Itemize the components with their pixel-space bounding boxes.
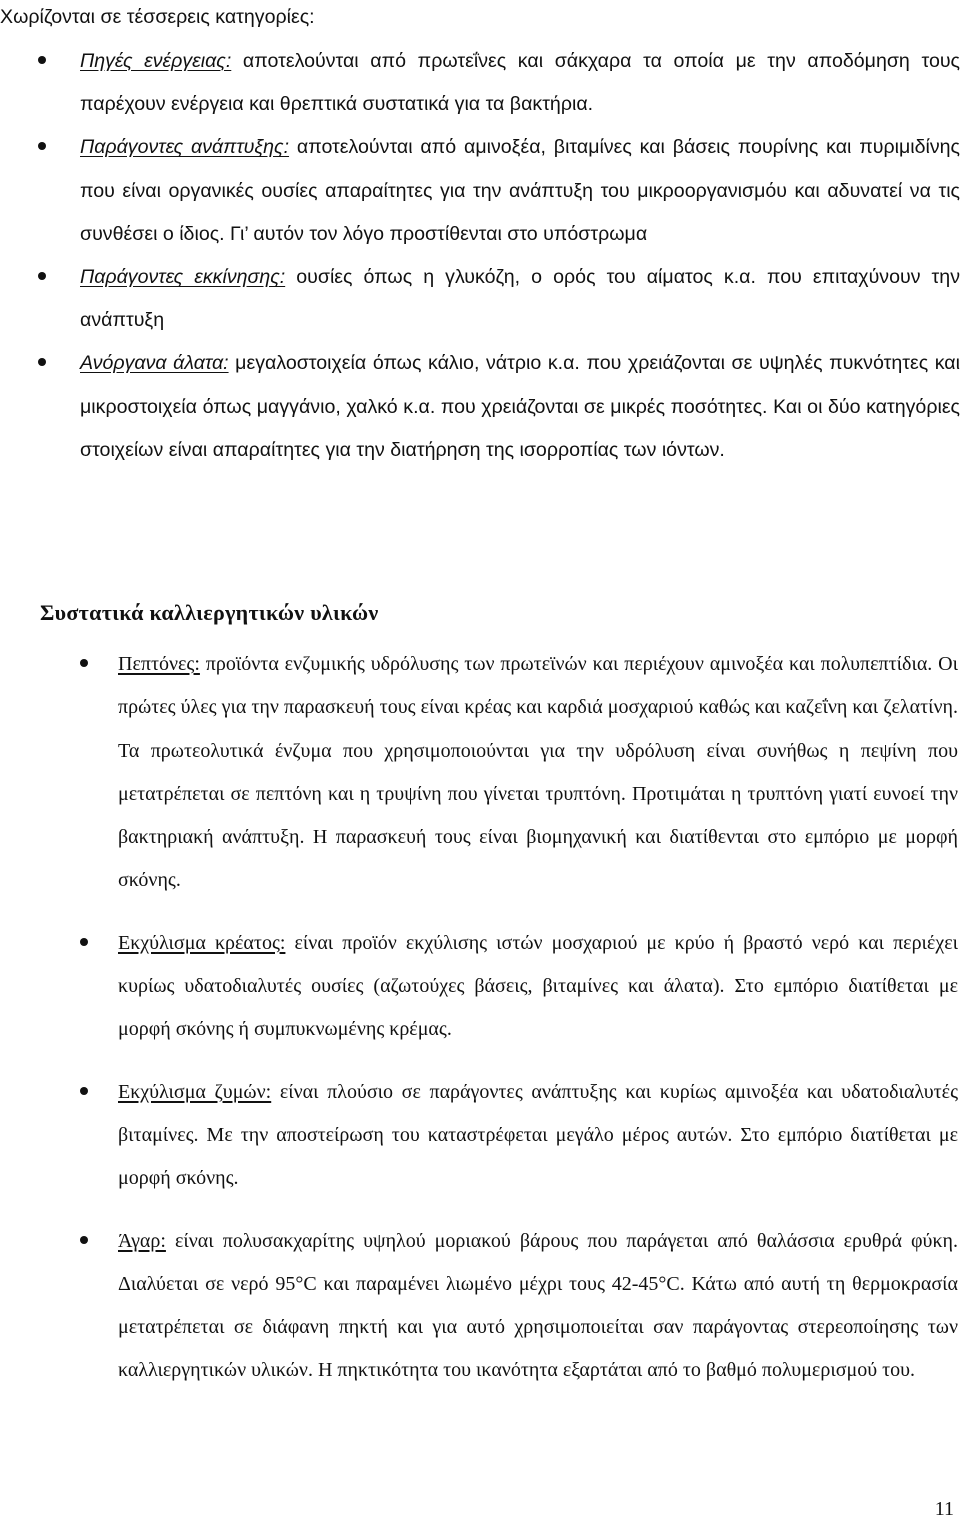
item-text: είναι πλούσιο σε παράγοντες ανάπτυξης και κυρίως αμινοξέα και υδατοδιαλυτές βιταμίνες. Με την αποστείρωση του καταστρέφεται μεγάλο μέρος αυτών. Στο εμπόριο διατίθεται με μορφή σκόνης. [118,1080,958,1190]
bullet-icon [80,659,88,667]
list-item-yeast-extract [0,1071,960,1201]
bullet-icon [80,938,88,946]
term-inorganic-salts: Ανόργανα άλατα: [80,352,229,375]
term-agar: Άγαρ: [118,1229,166,1252]
term-energy-sources: Πηγές ενέργειας: [80,50,232,72]
ingredients-list [0,643,960,1393]
item-text: είναι προϊόν εκχύλισης ιστών μοσχαριού με κρύο ή βραστό νερό και περιέχει κυρίως υδατοδιαλυτές ουσίες (αζωτούχες βάσεις, βιταμίνες και άλατα). Στο εμπόριο διατίθεται με μορφή σκόνης ή συμπυκνωμένης κρέμας. [118,931,958,1041]
list-item-meat-extract [0,922,960,1052]
list-item-growth-factors [0,126,960,256]
item-text: μεγαλοστοιχεία όπως κάλιο, νάτριο κ.α. που χρειάζονται σε υψηλές πυκνότητες και μικροστοιχεία όπως μαγγάνιο, χαλκό κ.α. που χρειάζονται σε μικρές ποσότητες. Και οι δύο κατηγόριες στοιχείων είναι απαραίτητες για την διατήρηση της ισορροπίας των ιόντων. [80,352,960,461]
bullet-icon [38,56,46,64]
list-item-inorganic-salts [0,342,960,472]
item-text: αποτελούνται από αμινοξέα, βιταμίνες και βάσεις πουρίνης και πυριμιδίνης που είναι οργανικές ουσίες απαραίτητες για την ανάπτυξη του μικροοργανισμόυ και αδυνατεί να τις συνθέσει ο ίδιος. Γι’ αυτόν τον λόγο προστίθενται στο υπόστρωμα [80,136,960,245]
term-yeast-extract: Εκχύλισμα ζυμών: [118,1080,272,1103]
item-text: προϊόντα ενζυμικής υδρόλυσης των πρωτεϊνών και περιέχουν αμινοξέα και πολυπεπτίδια. Οι πρώτες ύλες για την παρασκευή τους είναι κρέας και καρδιά μοσχαριού καθώς και καζεΐνη και ζελατίνη. Τα πρωτεολυτικά ένζυμα που χρησιμοποιούνται για την υδρόλυση είναι συνήθως η πεψίνη που μετατρέπεται σε πεπτόνη και η τρυψίνη που γίνεται τρυπτόνη. Προτιμάται η τρυπτόνη γιατί ευνοεί την βακτηριακή ανάπτυξη. Η παρασκευή τους είναι βιομηχανική και διατίθενται στο εμπόριο με μορφή σκόνης. [118,653,958,892]
item-text: είναι πολυσακχαρίτης υψηλού μοριακού βάρους που παράγεται από θαλάσσια ερυθρά φύκη. Διαλύεται σε νερό 95°C και παραμένει λιωμένο μέχρι τους 42-45°C. Κάτω από αυτή τη θερμοκρασία μετατρέπεται σε διάφανη πηκτή και για αυτό χρησιμοποιείται σαν παράγοντας στερεοποίησης των καλλιεργητικών υλικών. Η πηκτικότητα του ικανότητα εξαρτάται από το βαθμό πολυμερισμού του. [118,1229,958,1382]
list-item-energy-sources [0,40,960,126]
item-text: αποτελούνται από πρωτεΐνες και σάκχαρα τα οποία με την αποδόμηση τους παρέχουν ενέργεια και θρεπτικά συστατικά για τα βακτήρια. [80,50,960,116]
bullet-icon [38,272,46,280]
page-number: 11 [934,1498,954,1520]
list-item-peptones [0,643,960,903]
term-peptones: Πεπτόνες: [118,653,200,675]
item-text: ουσίες όπως η γλυκόζη, ο ορός του αίματος κ.α. που επιταχύνουν την ανάπτυξη [80,266,960,332]
bullet-icon [38,358,46,366]
bullet-icon [80,1236,88,1244]
term-initiation-factors: Παράγοντες εκκίνησης: [80,266,286,289]
bullet-icon [80,1087,88,1095]
term-meat-extract: Εκχύλισμα κρέατος: [118,931,286,954]
bullet-icon [38,142,46,150]
list-item-agar [0,1220,960,1393]
list-item-initiation-factors [0,256,960,342]
section-heading: Συστατικά καλλιεργητικών υλικών [40,600,379,625]
intro-text: Χωρίζονται σε τέσσερεις κατηγορίες: [0,6,315,28]
term-growth-factors: Παράγοντες ανάπτυξης: [80,136,290,159]
categories-list [0,40,960,472]
